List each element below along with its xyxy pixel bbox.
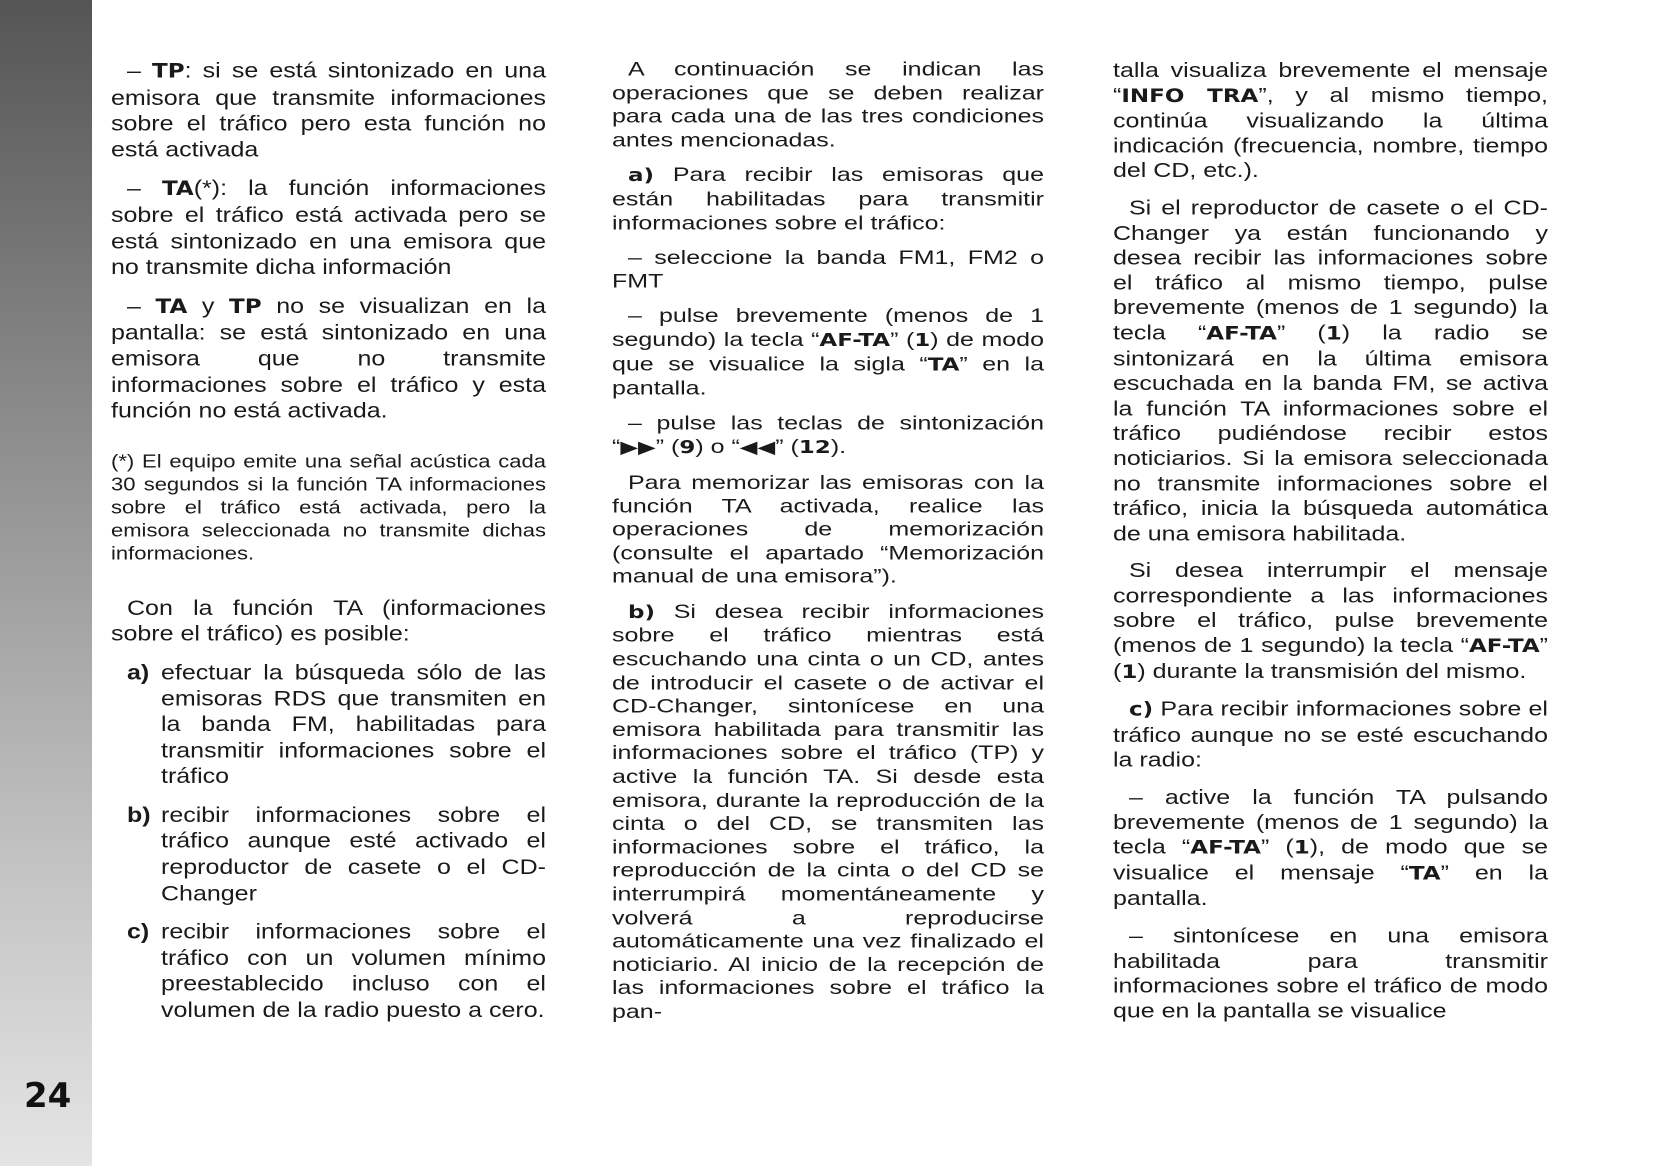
text-column-2 — [612, 58, 1044, 1035]
paragraph-tp: – TP: si se está sintonizado en una emisora que transmite informaciones sobre el tráfico pero esta función no está activada — [111, 58, 546, 162]
text-column-1 — [111, 58, 546, 1036]
paragraph-tune-station: – sintonícese en una emisora habilitada para transmitir informaciones sobre el tráfico de modo que en la pantalla se visualice — [1113, 924, 1548, 1023]
chapter-sidebar — [0, 0, 92, 1166]
paragraph-interrupt: Si desea interrumpir el mensaje correspondiente a las informaciones sobre el tráfico, pulse brevemente (menos de 1 segundo) la tecla “AF-TA” (1) durante la transmisión del mismo. — [1113, 559, 1548, 683]
page-number: 24 — [24, 1076, 72, 1116]
paragraph-memorize: Para memorizar las emisoras con la función TA activada, realice las operaciones de memorización (consulte el apartado “Memorización manual de una emisora”). — [612, 471, 1044, 588]
paragraph-tuning-keys: – pulse las teclas de sintonización “▶▶” (9) o “◀◀” (12). — [612, 412, 1044, 458]
paragraph-select-band: – seleccione la banda FM1, FM2 o FMT — [612, 247, 1044, 293]
paragraph-activate-ta: – active la función TA pulsando brevemente (menos de 1 segundo) la tecla “AF-TA” (1), de modo que se visualice el mensaje “TA” en la pantalla. — [1113, 785, 1548, 911]
paragraph-case-a: a) Para recibir las emisoras que están habilitadas para transmitir informaciones sobre el tráfico: — [612, 164, 1044, 234]
paragraph-case-b: b) Si desea recibir informaciones sobre el tráfico mientras está escuchando una cinta o un CD, antes de introducir el casete o de activar el CD-Changer, sintonícese en una emisora habilitada para transmitir las informaciones sobre el tráfico (TP) y active la función TA. Si desde esta emisora, durante la reproducción de la cinta o del CD, se transmiten las informaciones sobre el tráfico, la reproducción de la cinta o del CD se interrumpirá momentáneamente y volverá a reproducirse automáticamente una vez finalizado el noticiario. Al inicio de la recepción de las informaciones sobre el tráfico la pan- — [612, 600, 1044, 1023]
paragraph-ta: – TA(*): la función informaciones sobre el tráfico está activada pero se está sintonizado en una emisora que no transmite dicha información — [111, 176, 546, 280]
paragraph-ta-tp-hidden: – TA y TP no se visualizan en la pantalla: se está sintonizado en una emisora que no transmite informaciones sobre el tráfico y esta función no está activada. — [111, 294, 546, 423]
paragraph-cassette-running: Si el reproductor de casete o el CD-Changer ya están funcionando y desea recibir las informaciones sobre el tráfico al mismo tiempo, pulse brevemente (menos de 1 segundo) la tecla “AF-TA” (1) la radio se sintonizará en la última emisora escuchada en la banda FM, se activa la función TA informaciones sobre el tráfico pudiéndose recibir estos noticiarios. Si la emisora seleccionada no transmite informaciones sobre el tráfico, inicia la búsqueda automática de una emisora habilitada. — [1113, 196, 1548, 545]
paragraph-ta-intro: Con la función TA (informaciones sobre el tráfico) es posible: — [111, 595, 546, 646]
paragraph-info-tra: talla visualiza brevemente el mensaje “INFO TRA”, y al mismo tiempo, continúa visualizando la última indicación (frecuencia, nombre, tiempo del CD, etc.). — [1113, 58, 1549, 183]
paragraph-press-af-ta: – pulse brevemente (menos de 1 segundo) la tecla “AF-TA” (1) de modo que se visualice la sigla “TA” en la pantalla. — [612, 305, 1044, 400]
list-item: b) recibir informaciones sobre el tráfico aunque esté activado el reproductor de casete o el CD-Changer — [127, 803, 546, 906]
footnote: (*) El equipo emite una señal acústica cada 30 segundos si la función TA informaciones sobre el tráfico está activada, pero la emisora seleccionada no transmite dichas informaciones. — [111, 450, 546, 564]
paragraph-operations-intro: A continuación se indican las operaciones que se deben realizar para cada una de las tres condiciones antes mencionadas. — [612, 58, 1044, 151]
paragraph-case-c: c) Para recibir informaciones sobre el tráfico aunque no se esté escuchando la radio: — [1113, 697, 1548, 772]
text-column-3 — [1113, 58, 1548, 1036]
list-item: a) efectuar la búsqueda sólo de las emisoras RDS que transmiten en la banda FM, habilitadas para transmitir informaciones sobre el tráfico — [127, 660, 546, 789]
list-item: c) recibir informaciones sobre el tráfico con un volumen mínimo preestablecido incluso con el volumen de la radio puesto a cero. — [127, 920, 546, 1022]
